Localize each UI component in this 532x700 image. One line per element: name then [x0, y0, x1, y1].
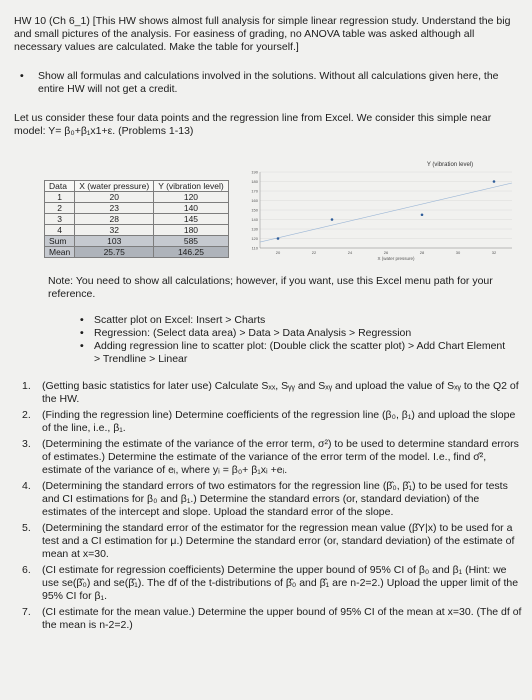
question-text: (Getting basic statistics for later use) Calculate Sₓₓ, Sᵧᵧ and Sₓᵧ and upload the value of Sₓᵧ to the Q2 of the HW.	[42, 380, 519, 405]
chart-point	[421, 213, 424, 216]
model-description: Let us consider these four data points and the regression line from Excel. We consider this simple near model: Y= β₀+β₁x1+ε. (Problems 1-13)	[14, 112, 492, 137]
question-item	[22, 522, 522, 561]
table-cell: 28	[75, 214, 154, 225]
question-text: (Determining the standard error of the estimator for the regression mean value (β̂Y|x) to be used for a test and a CI estimation for μ.) Determine the standard error (or, standard deviation) of the estimate of mean at x=30.	[42, 522, 515, 560]
table-cell: 180	[154, 225, 229, 236]
bullet-icon: •	[80, 314, 84, 326]
question-item	[22, 564, 522, 603]
chart-x-tick-label: 32	[491, 250, 497, 255]
chart-y-tick-label: 110	[251, 245, 258, 251]
table-cell: 32	[75, 225, 154, 236]
bullet-icon: •	[80, 327, 84, 339]
list-item	[80, 340, 510, 366]
chart-y-tick-label: 170	[251, 188, 258, 194]
question-number: 6.	[22, 564, 31, 576]
question-number: 1.	[22, 380, 31, 392]
question-text: (Determining the standard errors of two estimators for the regression line (β̂₀, β̂₁) to be used for tests and CI estimations for β₀ and β₁.) Determine the standard errors (or, standard deviation) of the estimates of the intercept and slope. Upload the standard error of the slope.	[42, 480, 508, 518]
table-cell: Mean	[45, 247, 75, 258]
chart-x-tick-label: 26	[383, 250, 389, 255]
table-row	[45, 192, 229, 203]
data-table	[44, 180, 229, 258]
question-item	[22, 606, 522, 632]
question-number: 2.	[22, 409, 31, 421]
table-row	[45, 203, 229, 214]
chart-trendline	[260, 183, 512, 242]
question-number: 3.	[22, 438, 31, 450]
question-item	[22, 438, 522, 477]
chart-y-tick-label: 150	[251, 207, 258, 213]
chart-x-tick-label: 28	[419, 250, 425, 255]
chart-x-tick-label: 22	[311, 250, 317, 255]
chart-point	[493, 180, 496, 183]
question-text: (Finding the regression line) Determine coefficients of the regression line (β₀, β₁) and upload the slope of the line, i.e., β₁.	[42, 409, 516, 434]
list-item-text: Scatter plot on Excel: Insert > Charts	[94, 314, 266, 326]
question-item	[22, 380, 522, 406]
question-number: 4.	[22, 480, 31, 492]
table-header-row	[45, 181, 229, 192]
table-cell: 585	[154, 236, 229, 247]
table-cell: 103	[75, 236, 154, 247]
question-item	[22, 480, 522, 519]
chart-x-tick-label: 30	[455, 250, 461, 255]
chart-x-tick-label: 20	[275, 250, 281, 255]
note-paragraph: Note: You need to show all calculations; however, if you want, use this Excel menu path for your reference.	[48, 275, 493, 300]
table-sum-row	[45, 236, 229, 247]
table-cell: 3	[45, 214, 75, 225]
chart-point	[331, 218, 334, 221]
chart-title: Y (vibration level)	[426, 162, 474, 168]
table-cell: Sum	[45, 236, 75, 247]
scatter-chart	[246, 160, 518, 262]
question-list	[22, 380, 522, 632]
table-row	[45, 225, 229, 236]
table-cell: 4	[45, 225, 75, 236]
chart-y-tick-label: 140	[251, 217, 258, 222]
table-mean-row	[45, 247, 229, 258]
chart-point	[277, 237, 280, 240]
excel-menu-list	[80, 314, 510, 366]
question-text: (CI estimate for the mean value.) Determine the upper bound of 95% CI of the mean at x=30. (The df of the mean is n-2=2.)	[42, 606, 522, 631]
instruction-text: Show all formulas and calculations involved in the solutions. Without all calculations given here, the entire HW will not get a credit.	[38, 70, 499, 95]
table-cell: 145	[154, 214, 229, 225]
chart-y-tick-label: 190	[251, 169, 258, 175]
table-cell: 2	[45, 203, 75, 214]
table-cell: 25.75	[75, 247, 154, 258]
table-cell: 1	[45, 192, 75, 203]
question-text: (CI estimate for regression coefficients) Determine the upper bound of 95% CI of β₀ and β₁ (Hint: we use se(β̂₀) and se(β̂₁). The df of the t-distributions of β̂₀ and β̂₁ are n-2=2.) Upload the upper limit of the 95% CI for β₁.	[42, 564, 519, 602]
header-y: Y (vibration level)	[154, 181, 229, 192]
question-number: 7.	[22, 606, 31, 618]
chart-x-axis-label: X (water pressure)	[377, 256, 415, 261]
intro-paragraph: HW 10 (Ch 6_1) [This HW shows almost full analysis for simple linear regression study. Understand the big and small pictures of the analysis. For easiness of grading, no ANOVA table was asked although all necessary values are calculated. Make the table for yourself.]	[14, 15, 511, 53]
bullet-icon: •	[80, 340, 84, 352]
chart-y-tick-label: 130	[251, 226, 258, 232]
list-item-text: Adding regression line to scatter plot: (Double click the scatter plot) > Add Chart Element > Trendline > Linear	[94, 340, 506, 365]
chart-y-tick-label: 160	[251, 198, 258, 203]
list-item	[80, 327, 510, 340]
chart-x-tick-label: 24	[347, 250, 353, 255]
instruction-bullet	[20, 70, 510, 96]
chart-y-tick-label: 120	[251, 236, 258, 241]
table-cell: 20	[75, 192, 154, 203]
table-cell: 120	[154, 192, 229, 203]
chart-y-tick-label: 180	[251, 179, 258, 184]
question-item	[22, 409, 522, 435]
list-item-text: Regression: (Select data area) > Data > Data Analysis > Regression	[94, 327, 412, 339]
table-cell: 140	[154, 203, 229, 214]
bullet-icon: •	[20, 70, 24, 82]
question-text: (Determining the estimate of the variance of the error term, σ²) to be used to determine standard errors of estimates.) Determine the estimate of the variance of the error term of the model. I.e., find σ̂², estimate of the variance of eᵢ, where yᵢ = β₀+ β₁xᵢ +eᵢ.	[42, 438, 519, 476]
question-number: 5.	[22, 522, 31, 534]
header-x: X (water pressure)	[75, 181, 154, 192]
list-item	[80, 314, 510, 327]
header-data: Data	[45, 181, 75, 192]
table-row	[45, 214, 229, 225]
table-cell: 23	[75, 203, 154, 214]
table-cell: 146.25	[154, 247, 229, 258]
